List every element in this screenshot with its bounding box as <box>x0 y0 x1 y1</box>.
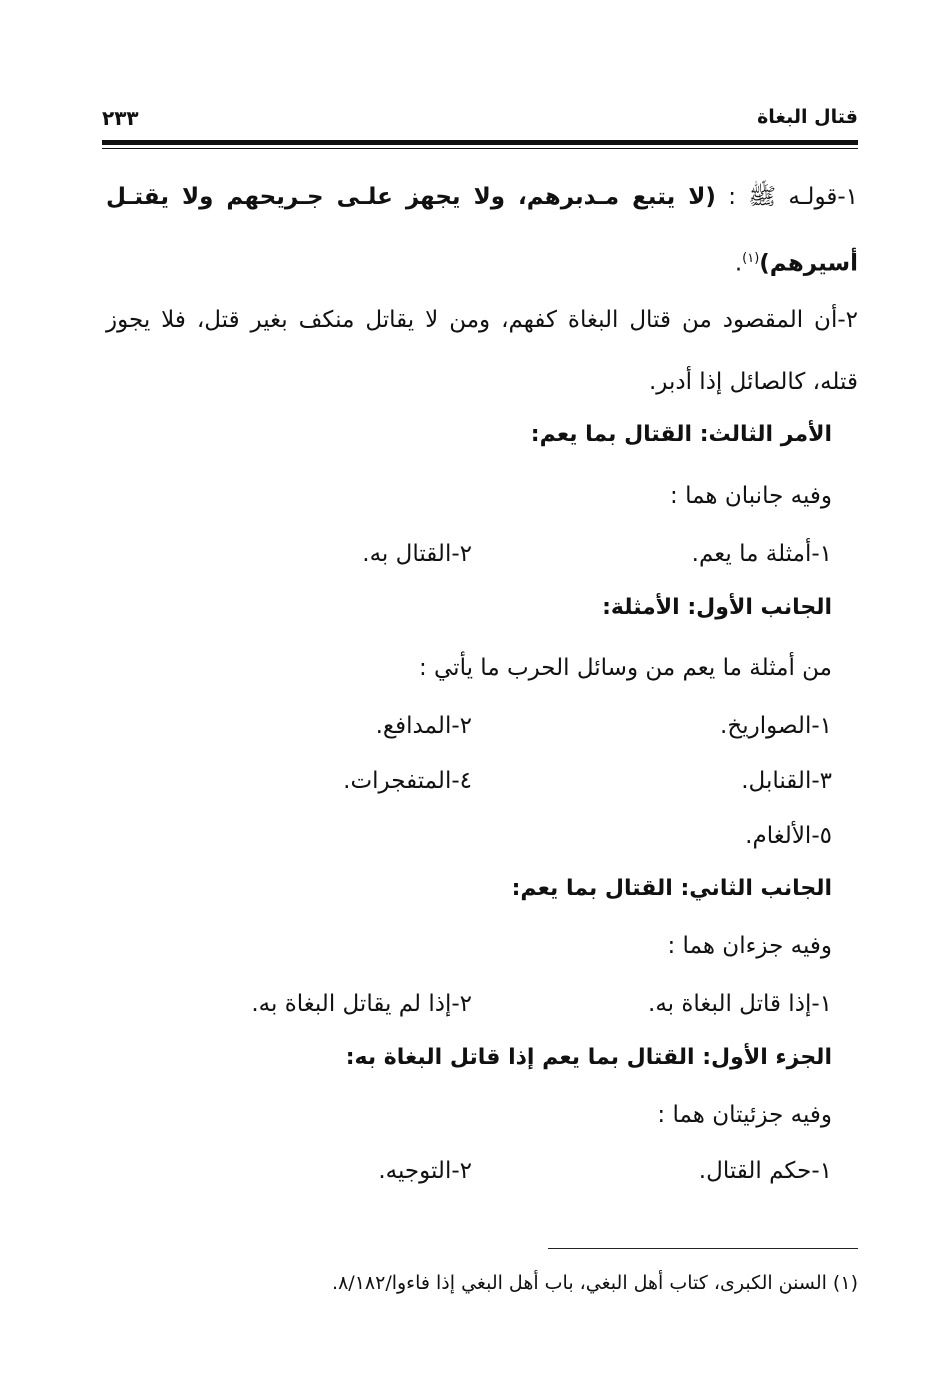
heading-side-two: الجانب الثاني: القتال بما يعم: <box>511 876 832 901</box>
paragraph-hadith <box>106 166 858 295</box>
list-item: ٣-القنابل. <box>741 768 832 794</box>
hadith-intro: ١-قولـه ﷺ : <box>715 184 858 210</box>
intro-sides: وفيه جانبان هما : <box>670 483 832 509</box>
heading-part-one: الجزء الأول: القتال بما يعم إذا قاتل البغاة به: <box>345 1045 832 1070</box>
header-rule-thin <box>102 148 858 149</box>
paragraph-reason: ٢-أن المقصود من قتال البغاة كفهم، ومن لا يقاتل منكف بغير قتل، فلا يجوز قتله، كالصائل إذا أدبر. <box>106 307 858 395</box>
intro-examples: من أمثلة ما يعم من وسائل الحرب ما يأتي : <box>418 655 832 681</box>
list-item: ٤-المتفجرات. <box>343 768 472 794</box>
footnote: (١) السنن الكبرى، كتاب أهل البغي، باب أهل البغي إذا فاءوا/٨/١٨٢. <box>332 1272 858 1294</box>
list-item: ١-أمثلة ما يعم. <box>691 541 832 567</box>
list-item: ٢-القتال به. <box>362 541 472 567</box>
hadith-end: . <box>734 250 743 277</box>
running-title: قتال البغاة <box>757 106 858 128</box>
hadith-quote: (لا يتبع مـدبرهم، ولا يجهز علـى جـريحهم ولا يقتـل أسيرهم) <box>106 184 858 277</box>
heading-third-matter: الأمر الثالث: القتال بما يعم: <box>530 422 832 447</box>
intro-parts: وفيه جزءان هما : <box>667 933 832 959</box>
list-item: ١-الصواريخ. <box>720 713 832 739</box>
page-number: ٢٣٣ <box>102 106 139 130</box>
header-rule-thick <box>102 140 858 145</box>
footnote-separator <box>548 1248 858 1249</box>
list-item: ٢-المدافع. <box>375 713 472 739</box>
list-item: ١-حكم القتال. <box>698 1158 832 1184</box>
list-item: ١-إذا قاتل البغاة به. <box>648 991 832 1017</box>
intro-subparts: وفيه جزئيتان هما : <box>657 1102 832 1128</box>
footnote-ref: (١) <box>742 251 760 266</box>
list-item: ٢-إذا لم يقاتل البغاة به. <box>251 991 472 1017</box>
list-item: ٥-الألغام. <box>745 823 832 849</box>
list-item: ٢-التوجيه. <box>378 1158 472 1184</box>
heading-side-one: الجانب الأول: الأمثلة: <box>602 595 832 620</box>
